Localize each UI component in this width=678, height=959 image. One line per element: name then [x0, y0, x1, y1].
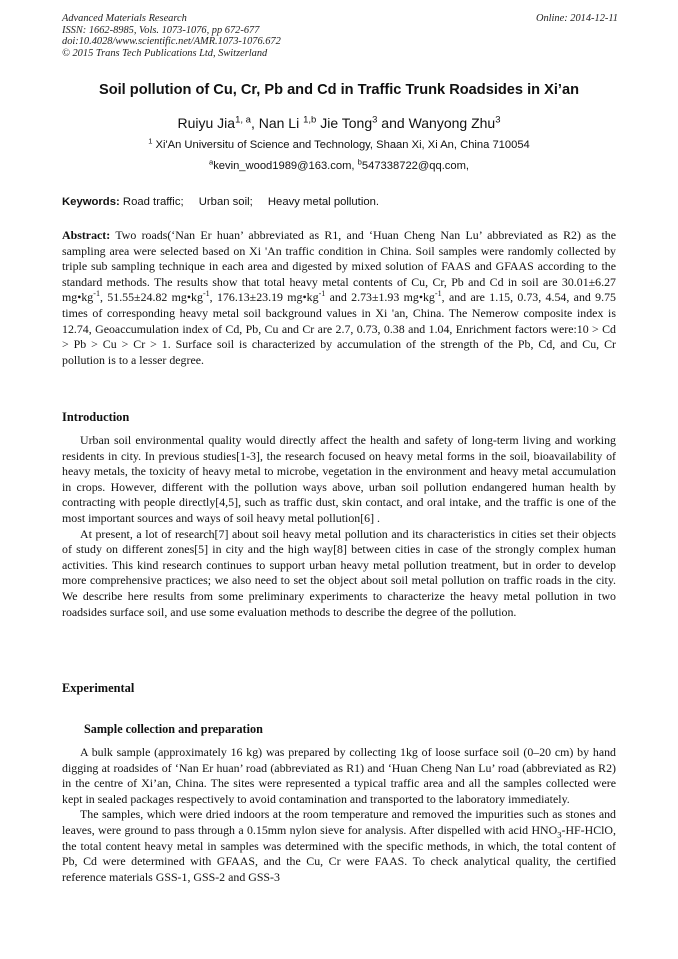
- abstract: [62, 228, 616, 368]
- journal-header: [62, 13, 618, 59]
- doi-line: doi:10.4028/www.scientific.net/AMR.1073-1076.672: [62, 36, 281, 48]
- email-b-sup: b: [357, 157, 362, 167]
- abstract-text: , 51.55±24.82 mg•kg: [99, 290, 203, 305]
- journal-name: Advanced Materials Research: [62, 13, 187, 24]
- keywords-label: Keywords:: [62, 196, 120, 208]
- author-name: Wanyong Zhu: [408, 115, 496, 131]
- affiliation-text: Xi'An Universitu of Science and Technology, Shaan Xi, Xi An, China 710054: [152, 139, 530, 151]
- chemical-subscript: 3: [557, 829, 562, 840]
- abstract-text: and 2.73±1.93 mg•kg: [325, 290, 435, 305]
- abstract-text: Two roads(‘Nan Er huan’ abbreviated as R1, and ‘Huan Cheng Nan Lu’ abbreviated as R2) as the sampling area were selected based on Xi 'An traffic condition in China. Soil samples were randomly collected by triple sub sampling technique in each area and digested by mixed solution of FAAS and GFAAS according to the standard methods. The results show that total heavy metal contents of Cu, Cr, Pb and Cd in soil are 30.01±6.27 mg•kg: [62, 228, 616, 305]
- keyword-item: Road traffic;: [122, 196, 184, 208]
- author-name: Ruiyu Jia: [177, 115, 236, 131]
- author-name: Jie Tong: [320, 115, 373, 131]
- introduction-body: [62, 433, 616, 620]
- experimental-heading: Experimental: [62, 681, 135, 695]
- introduction-heading: Introduction: [62, 410, 130, 424]
- keyword-item: Heavy metal pollution.: [267, 196, 380, 208]
- paper-title: Soil pollution of Cu, Cr, Pb and Cd in Traffic Trunk Roadsides in Xi’an: [98, 82, 579, 98]
- author-sup: 1, a: [235, 114, 251, 126]
- experimental-text: -HF-HClO, the total content heavy metal in samples was determined with the specific methods, in which, the total content of Pb, Cd were determined with GFAAS, and the Cu, Cr were FAAS. To check analytical quality, the certified reference materials GSS-1, GSS-2 and GSS-3: [62, 822, 616, 884]
- unit-exponent: -1: [318, 289, 326, 299]
- abstract-text: , and are 1.15, 0.73, 4.54, and 9.75 times of corresponding heavy metal soil background values in Xi 'an, China. The Nemerow composite index is 12.74, Geoaccumulation index of Cd, Pb, Cu and Cr are 2.7, 0.73, 0.38 and 1.04, Enrichment factors were:10 > Cd > Pb > Cu > Cr > 1. Surface soil is characterized by accumulation of the strength of the Pb, Cd, and Cu, Cr pollution is to a lesser degree.: [62, 290, 616, 367]
- experimental-paragraph: [62, 807, 616, 885]
- copyright-line: © 2015 Trans Tech Publications Ltd, Switzerland: [62, 47, 268, 59]
- introduction-paragraph: At present, a lot of research[7] about soil heavy metal pollution and its characteristics in cities set their objects of study on different zones[5] in city and the high way[8] between cities in case of the strongly complex human activities. This kind research continues to support urban heavy metal pollution treatment, but in order to develop more comprehensive practices; we also need to set the object about soil metal pollution on traffic roads in the city. We describe here results from some preliminary experiments to characterize the heavy metal pollution in two roadsides surface soil, and use some evaluation methods to describe the degree of the pollution.: [62, 526, 616, 619]
- author-sup: 3: [372, 114, 378, 126]
- experimental-text: The samples, which were dried indoors at the room temperature and removed the impurities such as stones and leaves, were ground to pass through a 0.15mm nylon sieve for analysis. After dispelled with acid HNO: [62, 807, 616, 837]
- keyword-item: Urban soil;: [198, 196, 253, 208]
- unit-exponent: -1: [434, 289, 442, 299]
- emails: [0, 157, 678, 172]
- author-sup: 1,b: [303, 114, 317, 126]
- introduction-paragraph: Urban soil environmental quality would directly affect the health and safety of long-term living and working residents in city. In previous studies[1-3], the research focused on heavy metal forms in the soil, bioavailability of heavy metals, the toxicity of heavy metal to microbe, vegetation in the environment and heavy metal accumulation in crops. However, different with the pollution ways above, urban soil pollution endangered human health by contracting with people directly[4,5], such as traffic dust, skin contact, and oral intake, and the traffic is one of the most important sources and ways of soil heavy metal pollution[6] .: [62, 433, 616, 525]
- abstract-label: Abstract:: [62, 228, 111, 242]
- email-a-sup: a: [208, 157, 214, 167]
- online-date: Online: 2014-12-11: [535, 13, 618, 24]
- unit-exponent: -1: [202, 289, 210, 299]
- email-b[interactable]: 547338722@qq.com,: [361, 160, 470, 172]
- issn-line: ISSN: 1662-8985, Vols. 1073-1076, pp 672-677: [62, 24, 260, 36]
- author-separator: and: [377, 115, 409, 131]
- sample-collection-heading: Sample collection and preparation: [84, 722, 263, 736]
- keywords: [62, 196, 618, 208]
- author-sup: 3: [495, 114, 501, 126]
- unit-exponent: -1: [93, 289, 100, 299]
- email-a[interactable]: kevin_wood1989@163.com,: [213, 160, 358, 172]
- author-name: Nan Li: [258, 115, 304, 131]
- affiliation: [0, 136, 678, 151]
- affiliation-sup: 1: [148, 136, 153, 146]
- author-list: [0, 115, 678, 131]
- author-separator: ,: [250, 115, 259, 131]
- experimental-paragraph: A bulk sample (approximately 16 kg) was prepared by collecting 1kg of loose surface soil (0–20 cm) by hand digging at roadsides of ‘Nan Er huan’ road (abbreviated as R1) and ‘Huan Cheng Nan Lu’ road (abbreviated as R2) in the centre of Xi’an, China. The sites were represented a typical traffic area and all the samples collected were kept in sealed packages respectively to avoid contamination and transported to the laboratory immediately.: [62, 745, 616, 806]
- abstract-text: , 176.13±23.19 mg•kg: [209, 290, 319, 305]
- experimental-body: [62, 745, 616, 885]
